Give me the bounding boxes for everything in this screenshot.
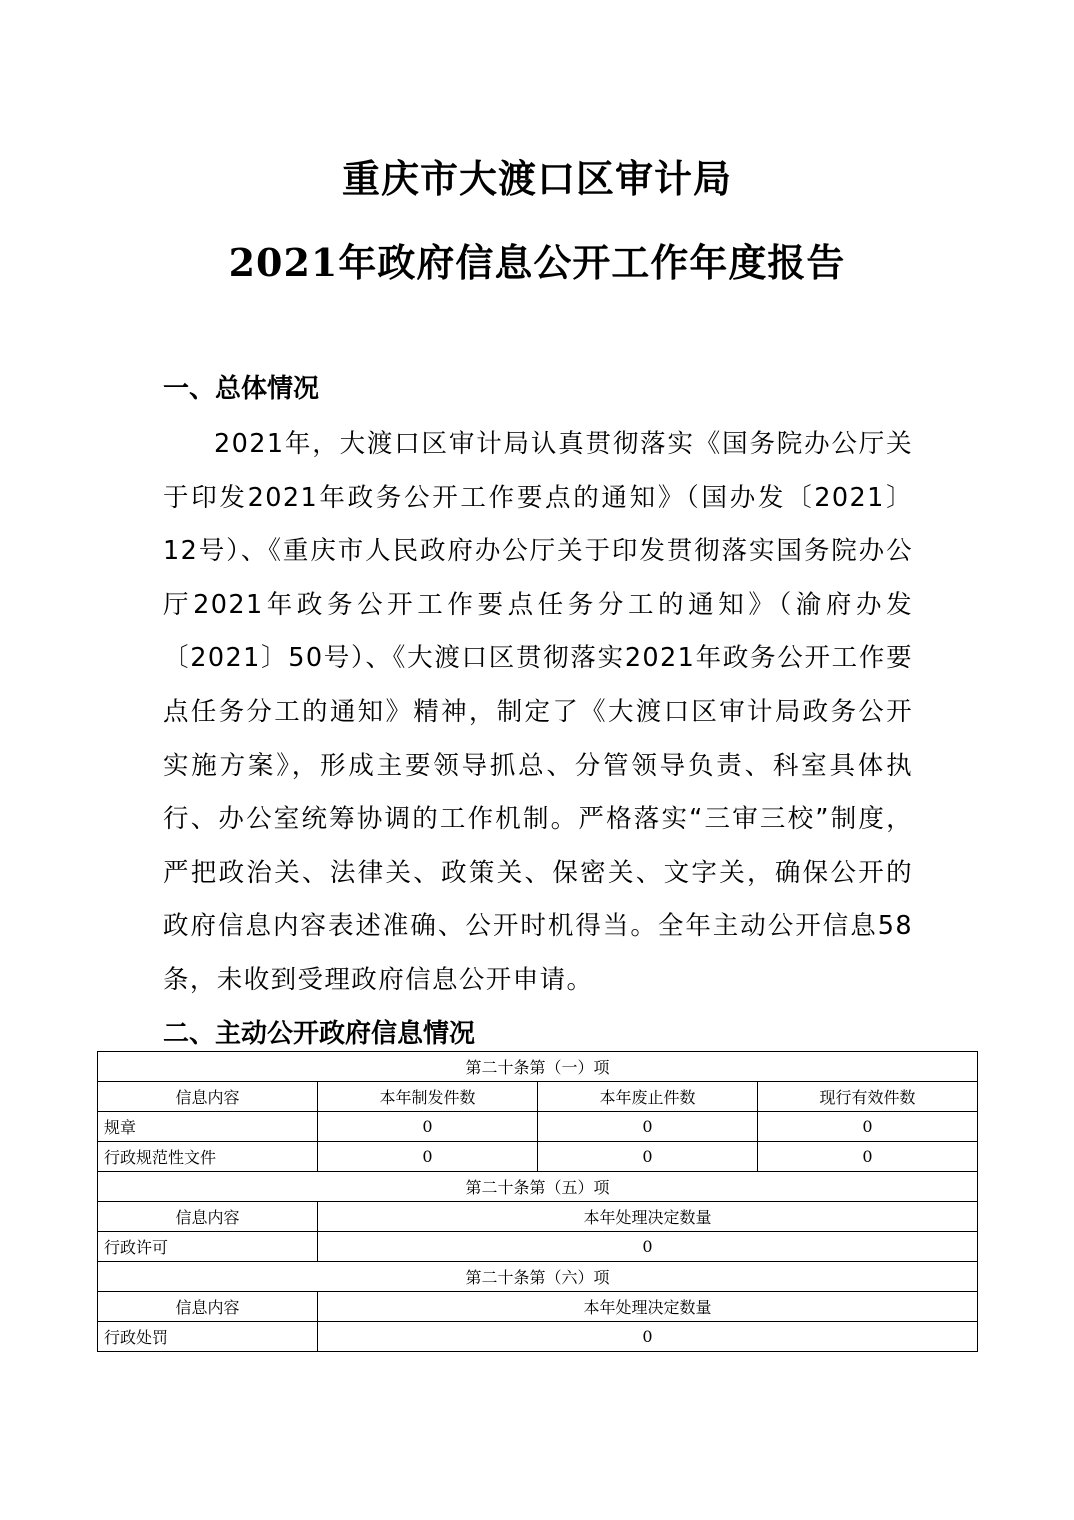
section1-body: 2021年，大渡口区审计局认真贯彻落实《国务院办公厅关于印发2021年政务公开工作要点的通知》（国办发〔2021〕12号）、《重庆市人民政府办公厅关于印发贯彻落实国务院办公厅2021年政务公开工作要点任务分工的通知》（渝府办发〔2021〕50号）、《大渡口区贯彻落实2021年政务公开工作要点任务分工的通知》精神，制定了《大渡口区审计局政务公开实施方案》，形成主要领导抓总、分管领导负责、科室具体执行、办公室统筹协调的工作机制。严格落实“三审三校”制度，严把政治关、法律关、政策关、保密关、文字关，确保公开的政府信息内容表述准确、公开时机得当。全年主动公开信息58条，未收到受理政府信息公开申请。 <box>163 429 913 995</box>
table-cell: 0 <box>318 1232 978 1262</box>
column-header: 信息内容 <box>98 1082 318 1112</box>
table-row <box>98 1142 978 1172</box>
table-cell: 0 <box>318 1322 978 1352</box>
row-label: 行政许可 <box>98 1232 318 1262</box>
section2-heading: 二、主动公开政府信息情况 <box>163 1019 476 1049</box>
row-label: 行政规范性文件 <box>98 1142 318 1172</box>
column-header: 现行有效件数 <box>758 1082 978 1112</box>
row-label: 规章 <box>98 1112 318 1142</box>
disclosure-table <box>97 1051 978 1352</box>
table-section-header-row <box>98 1172 978 1202</box>
table-cell: 0 <box>538 1142 758 1172</box>
table-cell: 0 <box>318 1142 538 1172</box>
document-title-line2: 2021年政府信息公开工作年度报告 <box>228 240 846 285</box>
table-row <box>98 1232 978 1262</box>
document-title-line1: 重庆市大渡口区审计局 <box>341 156 732 201</box>
table-column-header-row <box>98 1292 978 1322</box>
column-header: 信息内容 <box>98 1202 318 1232</box>
row-label: 行政处罚 <box>98 1322 318 1352</box>
table-cell: 0 <box>538 1112 758 1142</box>
table-section-header: 第二十条第（五）项 <box>98 1172 978 1202</box>
column-header: 本年处理决定数量 <box>318 1292 978 1322</box>
table-section-header-row <box>98 1052 978 1082</box>
table-section-header: 第二十条第（六）项 <box>98 1262 978 1292</box>
table-section-header-row <box>98 1262 978 1292</box>
table-section-header: 第二十条第（一）项 <box>98 1052 978 1082</box>
table-cell: 0 <box>758 1112 978 1142</box>
table-row <box>98 1112 978 1142</box>
section1-heading: 一、总体情况 <box>163 374 320 404</box>
column-header: 信息内容 <box>98 1292 318 1322</box>
column-header: 本年制发件数 <box>318 1082 538 1112</box>
table-row <box>98 1322 978 1352</box>
table-column-header-row <box>98 1202 978 1232</box>
column-header: 本年处理决定数量 <box>318 1202 978 1232</box>
table-column-header-row <box>98 1082 978 1112</box>
column-header: 本年废止件数 <box>538 1082 758 1112</box>
table-cell: 0 <box>318 1112 538 1142</box>
table-cell: 0 <box>758 1142 978 1172</box>
